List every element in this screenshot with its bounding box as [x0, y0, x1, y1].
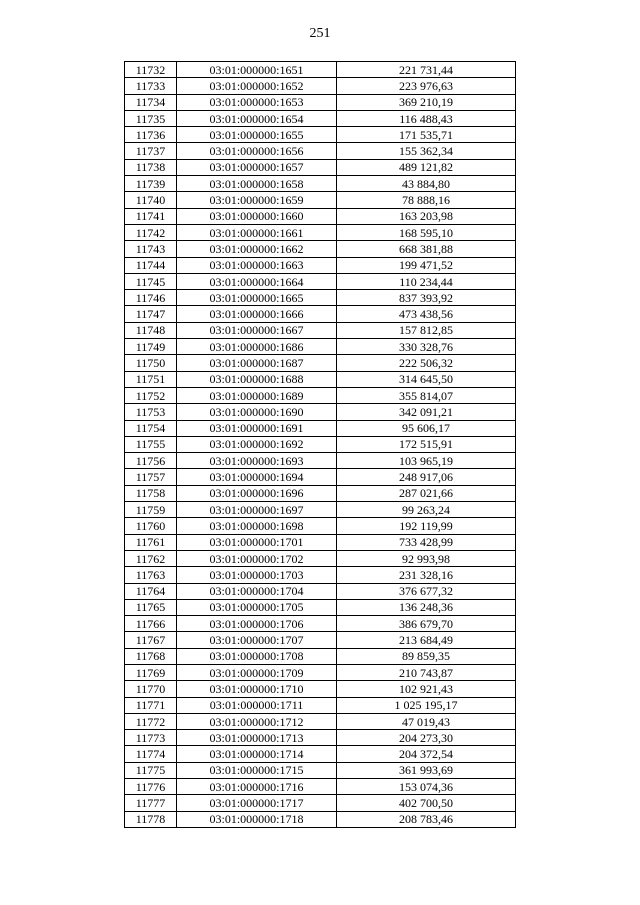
- row-number-cell: 11749: [125, 339, 177, 355]
- cadastral-value-cell: 47 019,43: [337, 713, 516, 729]
- cadastral-value-cell: 231 328,16: [337, 567, 516, 583]
- row-number-cell: 11750: [125, 355, 177, 371]
- row-number-cell: 11759: [125, 502, 177, 518]
- table-row: [125, 697, 516, 713]
- cadastral-value-cell: 95 606,17: [337, 420, 516, 436]
- row-number-cell: 11737: [125, 143, 177, 159]
- cadastral-value-cell: 192 119,99: [337, 518, 516, 534]
- table-row: [125, 355, 516, 371]
- table-row: [125, 779, 516, 795]
- table-row: [125, 290, 516, 306]
- cadastral-number-cell: 03:01:000000:1655: [177, 127, 337, 143]
- table-row: [125, 616, 516, 632]
- table-row: [125, 94, 516, 110]
- table-row: [125, 762, 516, 778]
- row-number-cell: 11757: [125, 469, 177, 485]
- cadastral-value-cell: 473 438,56: [337, 306, 516, 322]
- table-row: [125, 143, 516, 159]
- cadastral-value-cell: 342 091,21: [337, 404, 516, 420]
- cadastral-number-cell: 03:01:000000:1698: [177, 518, 337, 534]
- cadastral-number-cell: 03:01:000000:1686: [177, 339, 337, 355]
- table-row: [125, 322, 516, 338]
- cadastral-value-cell: 204 273,30: [337, 730, 516, 746]
- row-number-cell: 11775: [125, 762, 177, 778]
- cadastral-value-cell: 330 328,76: [337, 339, 516, 355]
- cadastral-value-cell: 287 021,66: [337, 485, 516, 501]
- cadastral-value-cell: 78 888,16: [337, 192, 516, 208]
- table-row: [125, 78, 516, 94]
- row-number-cell: 11776: [125, 779, 177, 795]
- cadastral-value-cell: 221 731,44: [337, 62, 516, 78]
- cadastral-value-cell: 92 993,98: [337, 550, 516, 566]
- cadastral-value-cell: 837 393,92: [337, 290, 516, 306]
- table-row: [125, 713, 516, 729]
- row-number-cell: 11738: [125, 159, 177, 175]
- cadastral-value-cell: 102 921,43: [337, 681, 516, 697]
- cadastral-number-cell: 03:01:000000:1705: [177, 599, 337, 615]
- row-number-cell: 11741: [125, 208, 177, 224]
- row-number-cell: 11766: [125, 616, 177, 632]
- cadastral-value-cell: 1 025 195,17: [337, 697, 516, 713]
- cadastral-value-cell: 386 679,70: [337, 616, 516, 632]
- cadastral-number-cell: 03:01:000000:1713: [177, 730, 337, 746]
- row-number-cell: 11747: [125, 306, 177, 322]
- row-number-cell: 11774: [125, 746, 177, 762]
- row-number-cell: 11770: [125, 681, 177, 697]
- cadastral-number-cell: 03:01:000000:1689: [177, 387, 337, 403]
- cadastral-value-cell: 204 372,54: [337, 746, 516, 762]
- table-row: [125, 453, 516, 469]
- row-number-cell: 11744: [125, 257, 177, 273]
- row-number-cell: 11734: [125, 94, 177, 110]
- cadastral-number-cell: 03:01:000000:1708: [177, 648, 337, 664]
- cadastral-number-cell: 03:01:000000:1667: [177, 322, 337, 338]
- row-number-cell: 11745: [125, 273, 177, 289]
- row-number-cell: 11760: [125, 518, 177, 534]
- cadastral-number-cell: 03:01:000000:1693: [177, 453, 337, 469]
- cadastral-number-cell: 03:01:000000:1717: [177, 795, 337, 811]
- cadastral-value-cell: 369 210,19: [337, 94, 516, 110]
- cadastral-number-cell: 03:01:000000:1690: [177, 404, 337, 420]
- table-row: [125, 420, 516, 436]
- table-row: [125, 648, 516, 664]
- table-row: [125, 502, 516, 518]
- cadastral-number-cell: 03:01:000000:1691: [177, 420, 337, 436]
- cadastral-value-cell: 89 859,35: [337, 648, 516, 664]
- cadastral-value-cell: 171 535,71: [337, 127, 516, 143]
- cadastral-number-cell: 03:01:000000:1660: [177, 208, 337, 224]
- row-number-cell: 11755: [125, 436, 177, 452]
- row-number-cell: 11765: [125, 599, 177, 615]
- cadastral-value-table: [124, 61, 516, 828]
- table-row: [125, 273, 516, 289]
- row-number-cell: 11778: [125, 811, 177, 827]
- row-number-cell: 11768: [125, 648, 177, 664]
- table-row: [125, 241, 516, 257]
- cadastral-value-cell: 222 506,32: [337, 355, 516, 371]
- row-number-cell: 11773: [125, 730, 177, 746]
- table-row: [125, 518, 516, 534]
- row-number-cell: 11735: [125, 110, 177, 126]
- cadastral-number-cell: 03:01:000000:1666: [177, 306, 337, 322]
- table-row: [125, 257, 516, 273]
- cadastral-number-cell: 03:01:000000:1692: [177, 436, 337, 452]
- table-row: [125, 306, 516, 322]
- cadastral-number-cell: 03:01:000000:1654: [177, 110, 337, 126]
- table-row: [125, 485, 516, 501]
- table-row: [125, 469, 516, 485]
- row-number-cell: 11746: [125, 290, 177, 306]
- cadastral-value-cell: 402 700,50: [337, 795, 516, 811]
- row-number-cell: 11739: [125, 176, 177, 192]
- cadastral-number-cell: 03:01:000000:1659: [177, 192, 337, 208]
- row-number-cell: 11764: [125, 583, 177, 599]
- cadastral-number-cell: 03:01:000000:1706: [177, 616, 337, 632]
- cadastral-number-cell: 03:01:000000:1658: [177, 176, 337, 192]
- table-row: [125, 811, 516, 827]
- row-number-cell: 11751: [125, 371, 177, 387]
- table-row: [125, 599, 516, 615]
- row-number-cell: 11763: [125, 567, 177, 583]
- table-row: [125, 127, 516, 143]
- row-number-cell: 11753: [125, 404, 177, 420]
- cadastral-value-cell: 668 381,88: [337, 241, 516, 257]
- cadastral-value-cell: 355 814,07: [337, 387, 516, 403]
- cadastral-value-cell: 110 234,44: [337, 273, 516, 289]
- table-row: [125, 110, 516, 126]
- cadastral-value-cell: 376 677,32: [337, 583, 516, 599]
- cadastral-value-cell: 314 645,50: [337, 371, 516, 387]
- row-number-cell: 11777: [125, 795, 177, 811]
- cadastral-number-cell: 03:01:000000:1718: [177, 811, 337, 827]
- cadastral-value-cell: 210 743,87: [337, 664, 516, 680]
- table-row: [125, 208, 516, 224]
- cadastral-value-cell: 136 248,36: [337, 599, 516, 615]
- cadastral-value-cell: 99 263,24: [337, 502, 516, 518]
- table-row: [125, 62, 516, 78]
- cadastral-value-cell: 155 362,34: [337, 143, 516, 159]
- cadastral-number-cell: 03:01:000000:1702: [177, 550, 337, 566]
- cadastral-number-cell: 03:01:000000:1703: [177, 567, 337, 583]
- cadastral-number-cell: 03:01:000000:1688: [177, 371, 337, 387]
- cadastral-value-cell: 361 993,69: [337, 762, 516, 778]
- table-row: [125, 746, 516, 762]
- cadastral-value-cell: 103 965,19: [337, 453, 516, 469]
- cadastral-number-cell: 03:01:000000:1712: [177, 713, 337, 729]
- cadastral-number-cell: 03:01:000000:1664: [177, 273, 337, 289]
- table-row: [125, 371, 516, 387]
- cadastral-value-cell: 199 471,52: [337, 257, 516, 273]
- cadastral-number-cell: 03:01:000000:1662: [177, 241, 337, 257]
- table-row: [125, 583, 516, 599]
- row-number-cell: 11771: [125, 697, 177, 713]
- cadastral-value-cell: 43 884,80: [337, 176, 516, 192]
- row-number-cell: 11742: [125, 224, 177, 240]
- table-row: [125, 795, 516, 811]
- table-row: [125, 567, 516, 583]
- cadastral-number-cell: 03:01:000000:1711: [177, 697, 337, 713]
- row-number-cell: 11758: [125, 485, 177, 501]
- table-row: [125, 159, 516, 175]
- cadastral-value-cell: 733 428,99: [337, 534, 516, 550]
- row-number-cell: 11772: [125, 713, 177, 729]
- cadastral-number-cell: 03:01:000000:1701: [177, 534, 337, 550]
- cadastral-value-cell: 116 488,43: [337, 110, 516, 126]
- table-row: [125, 387, 516, 403]
- cadastral-number-cell: 03:01:000000:1710: [177, 681, 337, 697]
- row-number-cell: 11754: [125, 420, 177, 436]
- table-row: [125, 339, 516, 355]
- cadastral-number-cell: 03:01:000000:1697: [177, 502, 337, 518]
- cadastral-number-cell: 03:01:000000:1687: [177, 355, 337, 371]
- cadastral-number-cell: 03:01:000000:1651: [177, 62, 337, 78]
- table-row: [125, 681, 516, 697]
- row-number-cell: 11761: [125, 534, 177, 550]
- cadastral-number-cell: 03:01:000000:1653: [177, 94, 337, 110]
- cadastral-number-cell: 03:01:000000:1704: [177, 583, 337, 599]
- cadastral-value-cell: 223 976,63: [337, 78, 516, 94]
- row-number-cell: 11733: [125, 78, 177, 94]
- row-number-cell: 11743: [125, 241, 177, 257]
- cadastral-number-cell: 03:01:000000:1715: [177, 762, 337, 778]
- table-row: [125, 730, 516, 746]
- table-row: [125, 176, 516, 192]
- cadastral-number-cell: 03:01:000000:1716: [177, 779, 337, 795]
- cadastral-value-cell: 208 783,46: [337, 811, 516, 827]
- table-row: [125, 664, 516, 680]
- cadastral-value-cell: 248 917,06: [337, 469, 516, 485]
- cadastral-number-cell: 03:01:000000:1707: [177, 632, 337, 648]
- row-number-cell: 11740: [125, 192, 177, 208]
- page-number: 251: [309, 26, 331, 41]
- cadastral-number-cell: 03:01:000000:1696: [177, 485, 337, 501]
- table-row: [125, 632, 516, 648]
- cadastral-number-cell: 03:01:000000:1665: [177, 290, 337, 306]
- cadastral-value-cell: 168 595,10: [337, 224, 516, 240]
- row-number-cell: 11767: [125, 632, 177, 648]
- cadastral-number-cell: 03:01:000000:1652: [177, 78, 337, 94]
- table-row: [125, 192, 516, 208]
- cadastral-value-cell: 153 074,36: [337, 779, 516, 795]
- row-number-cell: 11748: [125, 322, 177, 338]
- table-body: [125, 62, 516, 828]
- cadastral-number-cell: 03:01:000000:1657: [177, 159, 337, 175]
- row-number-cell: 11756: [125, 453, 177, 469]
- cadastral-value-cell: 213 684,49: [337, 632, 516, 648]
- cadastral-number-cell: 03:01:000000:1663: [177, 257, 337, 273]
- cadastral-value-cell: 163 203,98: [337, 208, 516, 224]
- row-number-cell: 11769: [125, 664, 177, 680]
- cadastral-value-cell: 157 812,85: [337, 322, 516, 338]
- cadastral-value-cell: 489 121,82: [337, 159, 516, 175]
- table-row: [125, 550, 516, 566]
- table-row: [125, 404, 516, 420]
- cadastral-value-cell: 172 515,91: [337, 436, 516, 452]
- table-row: [125, 436, 516, 452]
- row-number-cell: 11736: [125, 127, 177, 143]
- cadastral-number-cell: 03:01:000000:1656: [177, 143, 337, 159]
- row-number-cell: 11752: [125, 387, 177, 403]
- table-row: [125, 534, 516, 550]
- cadastral-number-cell: 03:01:000000:1714: [177, 746, 337, 762]
- row-number-cell: 11732: [125, 62, 177, 78]
- row-number-cell: 11762: [125, 550, 177, 566]
- cadastral-number-cell: 03:01:000000:1694: [177, 469, 337, 485]
- table-row: [125, 224, 516, 240]
- cadastral-number-cell: 03:01:000000:1661: [177, 224, 337, 240]
- cadastral-number-cell: 03:01:000000:1709: [177, 664, 337, 680]
